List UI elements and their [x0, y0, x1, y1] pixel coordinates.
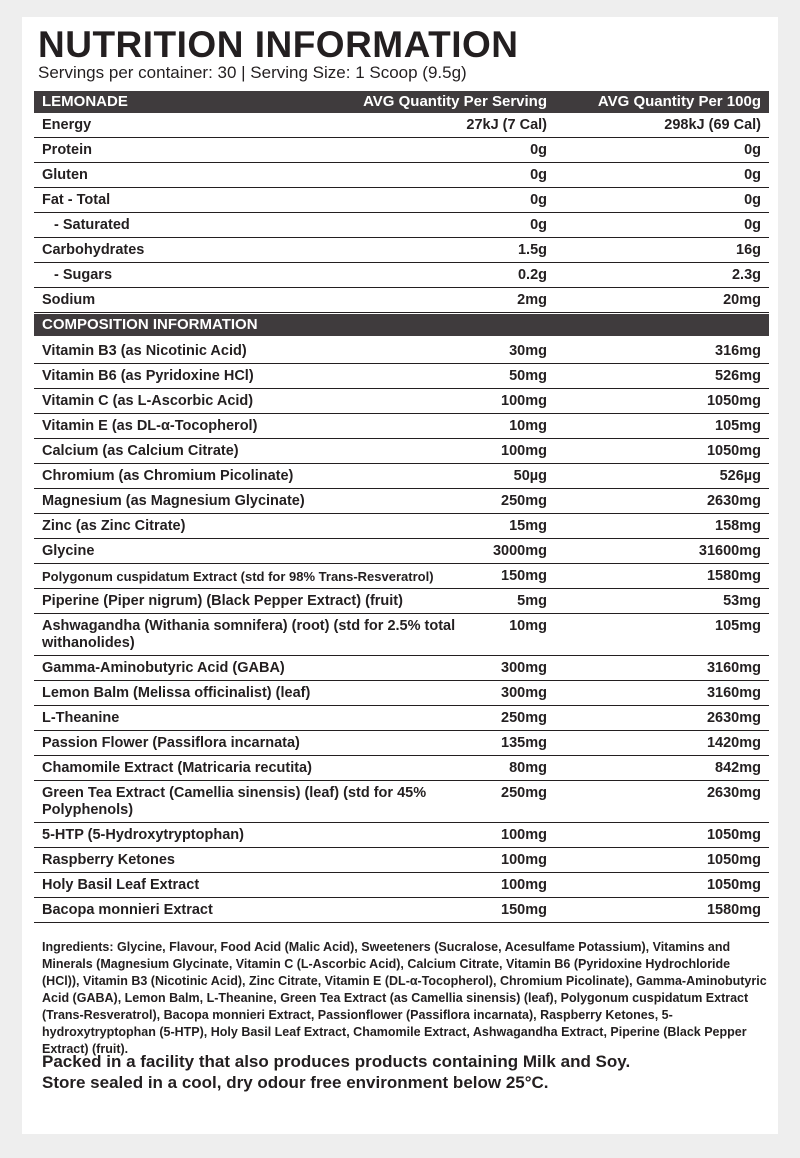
row-serving: 2mg: [517, 292, 547, 308]
table-row: [34, 564, 769, 589]
row-name: Energy: [42, 117, 92, 133]
table-row: [34, 589, 769, 614]
table-row: [34, 238, 769, 263]
table-row: [34, 514, 769, 539]
table-row: [34, 213, 769, 238]
row-serving: 100mg: [501, 852, 547, 868]
table-row: [34, 489, 769, 514]
table-row: [34, 873, 769, 898]
row-per100: 2630mg: [706, 710, 761, 726]
allergen-note: Packed in a facility that also produces products containing Milk and Soy.: [42, 1052, 631, 1071]
notes: [42, 1051, 772, 1093]
row-per100: 1580mg: [706, 568, 761, 584]
table-row: [34, 188, 769, 213]
composition-label: COMPOSITION INFORMATION: [42, 316, 258, 333]
row-name: Ashwagandha (Withania somnifera) (root) (std for 2.5% total withanolides): [42, 618, 456, 651]
row-per100: 31600mg: [698, 543, 761, 559]
table-row: [34, 263, 769, 288]
storage-note: Store sealed in a cool, dry odour free environment below 25°C.: [42, 1073, 549, 1092]
row-per100: 2.3g: [731, 267, 761, 283]
row-per100: 298kJ (69 Cal): [664, 117, 761, 133]
row-per100: 2630mg: [706, 493, 761, 509]
row-name: Chamomile Extract (Matricaria recutita): [42, 760, 312, 776]
table-row: [34, 614, 769, 656]
ingredients-text: Ingredients: Glycine, Flavour, Food Acid (Malic Acid), Sweeteners (Sucralose, Acesulfame Potassium), Vitamins and Minerals (Magnesium Glycinate, Vitamin C (L-Ascorbic Acid), Calcium Citrate, Vitamin B6 (Pyridoxine Hydrochloride (HCl)), Vitamin B3 (Nicotinic Acid), Zinc Citrate, Vitamin E (DL-α-Tocopherol), Chromium Picolinate), Gamma-Aminobutyric Acid (GABA), Lemon Balm, L-Theanine, Green Tea Extract (as Camellia sinensis) (leaf), Polygonum cuspidatum Extract (Trans-Resveratrol), Bacopa monnieri Extract, Passionflower (Passiflora incarnata), Raspberry Ketones, 5-hydroxytryptophan (5-HTP), Holy Basil Leaf Extract, Chamomile Extract, Ashwagandha Extract, Piperine (Black Pepper Extract) (fruit).: [42, 940, 767, 1056]
row-per100: 105mg: [715, 618, 761, 634]
row-per100: 1050mg: [706, 393, 761, 409]
row-serving: 0g: [530, 192, 547, 208]
table-row: [34, 823, 769, 848]
row-name: Vitamin E (as DL-α-Tocopherol): [42, 418, 258, 434]
row-serving: 0.2g: [517, 267, 547, 283]
table-row: [34, 113, 769, 138]
row-per100: 0g: [744, 167, 761, 183]
row-name: Sodium: [42, 292, 96, 308]
col-100g-header: AVG Quantity Per 100g: [597, 93, 761, 110]
row-serving: 135mg: [501, 735, 547, 751]
row-per100: 316mg: [715, 343, 761, 359]
row-serving: 80mg: [509, 760, 547, 776]
table-row: [34, 163, 769, 188]
row-name: Carbohydrates: [42, 242, 145, 258]
row-name: Zinc (as Zinc Citrate): [42, 518, 186, 534]
row-serving: 5mg: [517, 593, 547, 609]
row-serving: 10mg: [509, 418, 547, 434]
row-name: Vitamin B6 (as Pyridoxine HCl): [42, 368, 254, 384]
row-name: Calcium (as Calcium Citrate): [42, 443, 239, 459]
row-per100: 53mg: [723, 593, 761, 609]
row-per100: 842mg: [715, 760, 761, 776]
table-row: [34, 439, 769, 464]
row-serving: 30mg: [509, 343, 547, 359]
row-serving: 250mg: [501, 785, 547, 801]
table-row: [34, 339, 769, 364]
row-name: Vitamin C (as L-Ascorbic Acid): [42, 393, 254, 409]
row-per100: 105mg: [715, 418, 761, 434]
row-serving: 150mg: [501, 568, 547, 584]
row-per100: 16g: [736, 242, 761, 258]
row-serving: 250mg: [501, 710, 547, 726]
row-serving: 100mg: [501, 877, 547, 893]
flavour-label: LEMONADE: [42, 93, 128, 110]
row-name: Raspberry Ketones: [42, 852, 175, 868]
row-serving: 100mg: [501, 443, 547, 459]
row-name: Holy Basil Leaf Extract: [42, 877, 200, 893]
row-serving: 100mg: [501, 827, 547, 843]
row-name: Gamma-Aminobutyric Acid (GABA): [42, 660, 285, 676]
row-name: Magnesium (as Magnesium Glycinate): [42, 493, 305, 509]
table-row: [34, 656, 769, 681]
nutrition-header-bar: [34, 91, 769, 113]
row-serving: 0g: [530, 217, 547, 233]
row-name: Glycine: [42, 543, 95, 559]
table-row: [34, 464, 769, 489]
row-serving: 300mg: [501, 660, 547, 676]
table-row: [34, 389, 769, 414]
row-name: - Saturated: [54, 217, 130, 233]
row-per100: 1050mg: [706, 443, 761, 459]
page-title: NUTRITION INFORMATION: [38, 24, 519, 65]
row-name: Protein: [42, 142, 92, 158]
row-per100: 526mg: [715, 368, 761, 384]
row-serving: 0g: [530, 142, 547, 158]
table-row: [34, 848, 769, 873]
row-serving: 27kJ (7 Cal): [466, 117, 547, 133]
row-serving: 300mg: [501, 685, 547, 701]
row-serving: 15mg: [509, 518, 547, 534]
row-serving: 1.5g: [517, 242, 547, 258]
table-row: [34, 731, 769, 756]
row-name: Gluten: [42, 167, 88, 183]
row-serving: 10mg: [509, 618, 547, 634]
row-per100: 0g: [744, 217, 761, 233]
col-serving-header: AVG Quantity Per Serving: [363, 93, 547, 110]
table-row: [34, 364, 769, 389]
row-name: Polygonum cuspidatum Extract (std for 98% Trans-Resveratrol): [42, 569, 434, 584]
row-per100: 20mg: [723, 292, 761, 308]
row-per100: 1050mg: [706, 827, 761, 843]
row-serving: 0g: [530, 167, 547, 183]
composition-header-bar: [34, 314, 769, 336]
table-row: [34, 539, 769, 564]
row-name: Chromium (as Chromium Picolinate): [42, 468, 294, 484]
row-name: Vitamin B3 (as Nicotinic Acid): [42, 343, 247, 359]
row-name: Passion Flower (Passiflora incarnata): [42, 735, 300, 751]
table-row: [34, 138, 769, 163]
row-name: - Sugars: [54, 267, 113, 283]
row-name: Bacopa monnieri Extract: [42, 902, 213, 918]
row-serving: 100mg: [501, 393, 547, 409]
table-row: [34, 898, 769, 923]
row-per100: 3160mg: [706, 660, 761, 676]
row-name: Fat - Total: [42, 192, 111, 208]
row-per100: 2630mg: [706, 785, 761, 801]
table-row: [34, 781, 769, 823]
row-per100: 526µg: [719, 468, 761, 484]
table-row: [34, 756, 769, 781]
table-row: [34, 681, 769, 706]
servings-info: Servings per container: 30 | Serving Size: 1 Scoop (9.5g): [38, 63, 467, 82]
row-per100: 1580mg: [706, 902, 761, 918]
row-name: 5-HTP (5-Hydroxytryptophan): [42, 827, 244, 843]
row-serving: 3000mg: [492, 543, 547, 559]
row-name: Green Tea Extract (Camellia sinensis) (leaf) (std for 45% Polyphenols): [42, 785, 427, 818]
nutrition-panel: [22, 17, 778, 1134]
row-name: Piperine (Piper nigrum) (Black Pepper Extract) (fruit): [42, 593, 403, 609]
row-per100: 1420mg: [706, 735, 761, 751]
row-per100: 1050mg: [706, 852, 761, 868]
row-per100: 3160mg: [706, 685, 761, 701]
row-per100: 1050mg: [706, 877, 761, 893]
row-serving: 250mg: [501, 493, 547, 509]
row-serving: 150mg: [501, 902, 547, 918]
table-row: [34, 706, 769, 731]
table-row: [34, 414, 769, 439]
row-name: L-Theanine: [42, 710, 120, 726]
table-row: [34, 288, 769, 313]
row-per100: 158mg: [715, 518, 761, 534]
row-serving: 50mg: [509, 368, 547, 384]
row-name: Lemon Balm (Melissa officinalist) (leaf): [42, 685, 311, 701]
row-per100: 0g: [744, 192, 761, 208]
row-serving: 50µg: [513, 468, 547, 484]
row-per100: 0g: [744, 142, 761, 158]
